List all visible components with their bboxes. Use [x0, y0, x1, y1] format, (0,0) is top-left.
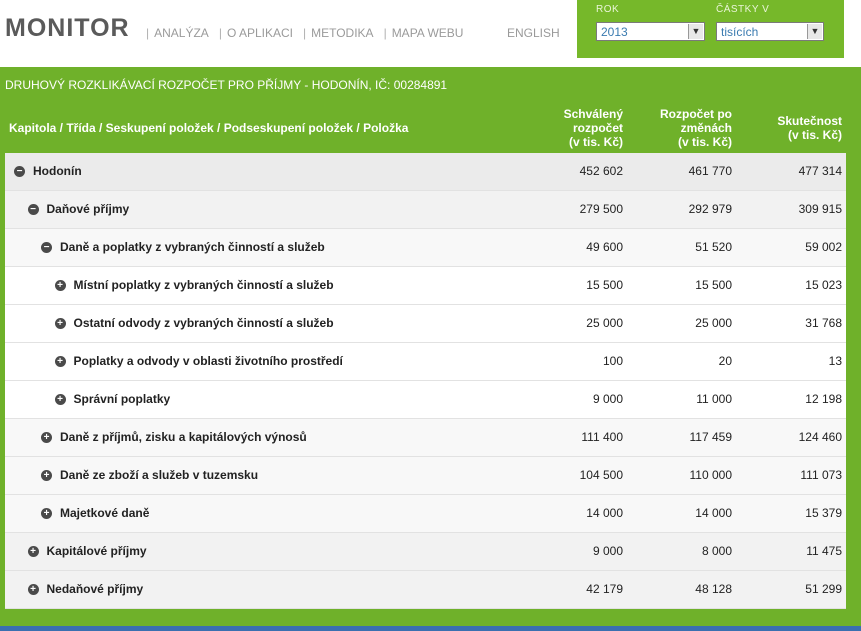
row-label[interactable]: Ostatní odvody z vybraných činností a služeb	[73, 316, 334, 330]
value-actual: 59 002	[805, 240, 842, 254]
column-header-actual: Skutečnost (v tis. Kč)	[777, 114, 842, 142]
value-approved: 104 500	[579, 468, 623, 482]
value-actual: 13	[828, 354, 842, 368]
value-approved: 100	[602, 354, 623, 368]
table-row[interactable]	[5, 419, 846, 457]
chevron-down-icon: ▼	[807, 24, 822, 39]
nav-metodika[interactable]: METODIKA	[311, 26, 374, 40]
table-row[interactable]	[5, 381, 846, 419]
value-changed: 48 128	[695, 582, 732, 596]
value-approved: 9 000	[592, 392, 623, 406]
row-label[interactable]: Daně a poplatky z vybraných činností a služeb	[60, 240, 325, 254]
value-changed: 20	[718, 354, 732, 368]
value-actual: 309 915	[798, 202, 842, 216]
table-title: DRUHOVÝ ROZKLIKÁVACÍ ROZPOČET PRO PŘÍJMY - HODONÍN, IČ: 00284891	[5, 78, 448, 92]
row-label[interactable]: Poplatky a odvody v oblasti životního prostředí	[73, 354, 343, 368]
table-row[interactable]	[5, 153, 846, 191]
expand-icon[interactable]: +	[41, 432, 52, 443]
year-select[interactable]	[596, 22, 705, 41]
table-row[interactable]	[5, 533, 846, 571]
column-header-approved: Schválený rozpočet (v tis. Kč)	[563, 107, 623, 149]
table-row[interactable]	[5, 571, 846, 609]
value-actual: 124 460	[798, 430, 842, 444]
row-label[interactable]: Správní poplatky	[73, 392, 171, 406]
row-label[interactable]: Hodonín	[33, 164, 82, 178]
value-changed: 461 770	[688, 164, 732, 178]
value-actual: 11 475	[806, 544, 842, 558]
row-label[interactable]: Nedaňové příjmy	[46, 582, 144, 596]
column-header-label: Kapitola / Třída / Seskupení položek / Podseskupení položek / Položka	[9, 121, 409, 135]
nav-mapa-webu[interactable]: MAPA WEBU	[391, 26, 464, 40]
row-label[interactable]: Kapitálové příjmy	[46, 544, 147, 558]
table-row[interactable]	[5, 457, 846, 495]
collapse-icon[interactable]: −	[14, 166, 25, 177]
value-actual: 51 299	[805, 582, 842, 596]
row-label[interactable]: Daně ze zboží a služeb v tuzemsku	[60, 468, 259, 482]
table-row[interactable]	[5, 191, 846, 229]
table-row[interactable]	[5, 495, 846, 533]
value-actual: 477 314	[798, 164, 842, 178]
value-changed: 292 979	[688, 202, 732, 216]
value-approved: 279 500	[579, 202, 623, 216]
expand-icon[interactable]: +	[55, 280, 66, 291]
row-label[interactable]: Daňové příjmy	[46, 202, 130, 216]
value-actual: 12 198	[805, 392, 842, 406]
value-changed: 117 459	[689, 430, 732, 444]
top-bar	[0, 0, 861, 65]
nav-english[interactable]: ENGLISH	[507, 26, 560, 40]
value-changed: 25 000	[695, 316, 732, 330]
value-approved: 452 602	[579, 164, 623, 178]
table-row[interactable]	[5, 267, 846, 305]
value-approved: 9 000	[592, 544, 623, 558]
expand-icon[interactable]: +	[28, 546, 39, 557]
expand-icon[interactable]: +	[41, 508, 52, 519]
value-approved: 111 400	[581, 430, 623, 444]
row-label[interactable]: Majetkové daně	[60, 506, 150, 520]
collapse-icon[interactable]: −	[41, 242, 52, 253]
expand-icon[interactable]: +	[28, 584, 39, 595]
expand-icon[interactable]: +	[55, 318, 66, 329]
expand-icon[interactable]: +	[41, 470, 52, 481]
bottom-strip	[0, 626, 861, 631]
value-actual: 31 768	[805, 316, 842, 330]
row-label[interactable]: Daně z příjmů, zisku a kapitálových výnosů	[60, 430, 307, 444]
value-approved: 25 000	[586, 316, 623, 330]
amounts-select[interactable]	[716, 22, 824, 41]
main-nav: | ANALÝZA | O APLIKACI | METODIKA | MAPA WEBU ENGLISH	[146, 26, 560, 40]
value-changed: 14 000	[695, 506, 732, 520]
logo[interactable]: MONITOR	[5, 14, 130, 42]
table-row[interactable]	[5, 305, 846, 343]
expand-icon[interactable]: +	[55, 356, 66, 367]
year-select-value: 2013	[601, 25, 628, 39]
nav-analyza[interactable]: ANALÝZA	[154, 26, 209, 40]
value-actual: 15 023	[805, 278, 842, 292]
table-row[interactable]	[5, 229, 846, 267]
value-approved: 14 000	[586, 506, 623, 520]
table-row[interactable]	[5, 343, 846, 381]
budget-table	[5, 153, 846, 609]
value-actual: 15 379	[805, 506, 842, 520]
value-changed: 110 000	[689, 468, 732, 482]
amounts-select-value: tisících	[721, 25, 759, 39]
value-approved: 15 500	[586, 278, 623, 292]
value-changed: 51 520	[695, 240, 732, 254]
amounts-label: ČÁSTKY V	[716, 4, 770, 15]
year-label: ROK	[596, 4, 620, 15]
filter-panel	[577, 0, 844, 58]
expand-icon[interactable]: +	[55, 394, 66, 405]
column-header-changed: Rozpočet po změnách (v tis. Kč)	[660, 107, 732, 149]
value-actual: 111 073	[800, 468, 842, 482]
chevron-down-icon: ▼	[688, 24, 703, 39]
value-approved: 42 179	[586, 582, 623, 596]
value-changed: 15 500	[695, 278, 732, 292]
collapse-icon[interactable]: −	[28, 204, 39, 215]
nav-o-aplikaci[interactable]: O APLIKACI	[226, 26, 293, 40]
value-approved: 49 600	[586, 240, 623, 254]
value-changed: 11 000	[696, 392, 732, 406]
row-label[interactable]: Místní poplatky z vybraných činností a služeb	[73, 278, 334, 292]
value-changed: 8 000	[701, 544, 732, 558]
